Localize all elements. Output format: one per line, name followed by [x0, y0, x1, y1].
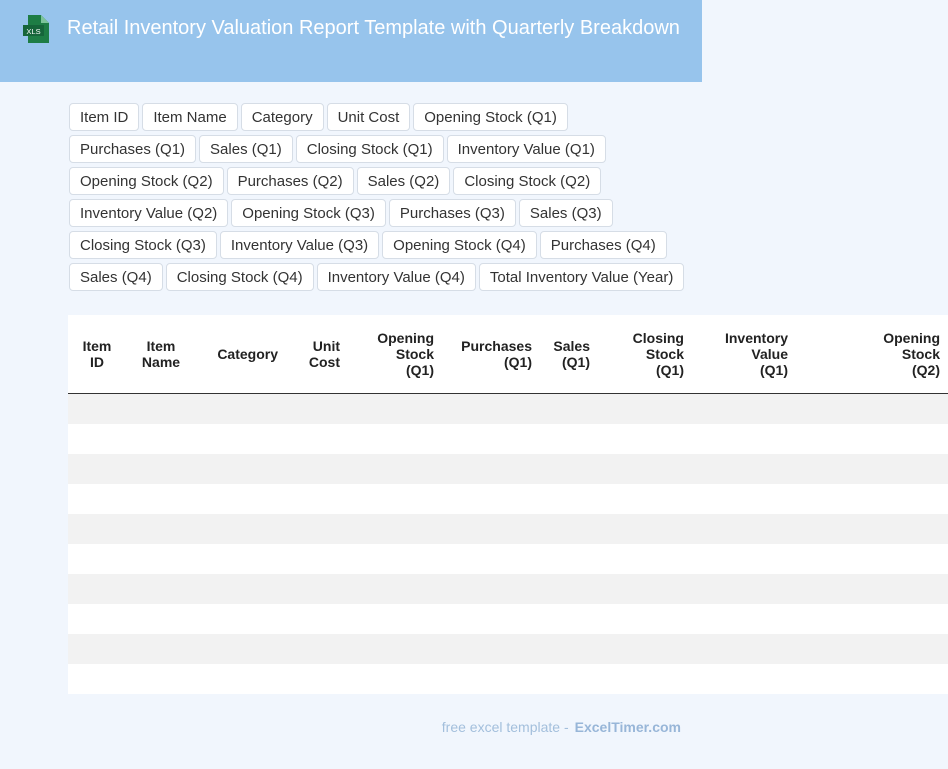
field-chip[interactable]: Opening Stock (Q3)	[231, 199, 386, 227]
column-header-line: Opening	[883, 330, 940, 346]
table-cell[interactable]	[286, 544, 348, 574]
table-cell[interactable]	[348, 514, 442, 544]
table-cell[interactable]	[196, 394, 286, 425]
table-cell[interactable]	[540, 514, 598, 544]
table-cell[interactable]	[692, 604, 796, 634]
table-cell[interactable]	[692, 634, 796, 664]
table-row	[68, 544, 948, 574]
table-cell[interactable]	[692, 664, 796, 694]
column-header-line: Category	[217, 346, 278, 362]
table-cell[interactable]	[796, 484, 948, 514]
column-header-line: Closing	[632, 330, 684, 346]
table-cell[interactable]	[348, 634, 442, 664]
table-cell[interactable]	[796, 424, 948, 454]
table-cell[interactable]	[68, 604, 130, 634]
table-cell[interactable]	[196, 484, 286, 514]
table-cell[interactable]	[540, 484, 598, 514]
column-header-line: Value	[751, 346, 788, 362]
column-header	[598, 315, 692, 394]
table-row	[68, 574, 948, 604]
table-cell[interactable]	[348, 454, 442, 484]
field-chip[interactable]: Total Inventory Value (Year)	[479, 263, 684, 291]
table-cell[interactable]	[286, 514, 348, 544]
table-cell[interactable]	[442, 514, 540, 544]
column-header-line: (Q1)	[760, 362, 788, 378]
table-cell[interactable]	[348, 664, 442, 694]
table-cell[interactable]	[796, 634, 948, 664]
column-header-line: Inventory	[724, 330, 788, 346]
table-cell[interactable]	[442, 484, 540, 514]
table-cell[interactable]	[796, 454, 948, 484]
column-header	[130, 315, 196, 394]
table-cell[interactable]	[68, 664, 130, 694]
table-cell[interactable]	[540, 544, 598, 574]
table-cell[interactable]	[540, 454, 598, 484]
table-cell[interactable]	[598, 394, 692, 425]
table-cell[interactable]	[286, 454, 348, 484]
column-header	[692, 315, 796, 394]
table-cell[interactable]	[598, 484, 692, 514]
column-header	[348, 315, 442, 394]
table-cell[interactable]	[286, 484, 348, 514]
table-cell[interactable]	[692, 484, 796, 514]
table-cell[interactable]	[196, 604, 286, 634]
table-row	[68, 634, 948, 664]
inventory-table	[68, 315, 948, 694]
column-header-line: (Q1)	[562, 354, 590, 370]
table-cell[interactable]	[348, 394, 442, 425]
table-cell[interactable]	[796, 544, 948, 574]
table-cell[interactable]	[442, 544, 540, 574]
field-chip[interactable]: Item ID	[69, 103, 139, 131]
column-header	[540, 315, 598, 394]
table-cell[interactable]	[540, 574, 598, 604]
table-cell[interactable]	[348, 424, 442, 454]
field-chip[interactable]: Category	[241, 103, 324, 131]
table-cell[interactable]	[130, 514, 196, 544]
page-title: Retail Inventory Valuation Report Template with Quarterly Breakdown	[67, 17, 680, 39]
table-row	[68, 484, 948, 514]
field-chip[interactable]: Sales (Q4)	[69, 263, 163, 291]
table-cell[interactable]	[286, 424, 348, 454]
table-cell[interactable]	[540, 634, 598, 664]
table-cell[interactable]	[442, 424, 540, 454]
column-header-line: Sales	[553, 338, 590, 354]
column-header-line: (Q1)	[656, 362, 684, 378]
table-cell[interactable]	[598, 544, 692, 574]
table-cell[interactable]	[196, 574, 286, 604]
column-header-line: Stock	[901, 346, 940, 362]
column-header-line: ID	[90, 354, 104, 370]
table-cell[interactable]	[348, 574, 442, 604]
table-cell[interactable]	[692, 424, 796, 454]
field-chip[interactable]: Inventory Value (Q4)	[317, 263, 476, 291]
table-cell[interactable]	[286, 574, 348, 604]
table-cell[interactable]	[68, 484, 130, 514]
table-cell[interactable]	[68, 454, 130, 484]
table-row	[68, 664, 948, 694]
field-chip[interactable]: Closing Stock (Q4)	[166, 263, 314, 291]
table-cell[interactable]	[286, 664, 348, 694]
field-chip[interactable]: Closing Stock (Q2)	[453, 167, 601, 195]
table-cell[interactable]	[692, 544, 796, 574]
table-row	[68, 394, 948, 425]
column-header-line: Opening	[377, 330, 434, 346]
table-cell[interactable]	[130, 454, 196, 484]
field-chip[interactable]: Inventory Value (Q3)	[220, 231, 379, 259]
table-cell[interactable]	[540, 664, 598, 694]
table-cell[interactable]	[196, 544, 286, 574]
table-row	[68, 454, 948, 484]
table-cell[interactable]	[130, 664, 196, 694]
table-cell[interactable]	[692, 514, 796, 544]
table-cell[interactable]	[130, 484, 196, 514]
table-cell[interactable]	[442, 604, 540, 634]
table-cell[interactable]	[540, 394, 598, 425]
table-row	[68, 604, 948, 634]
field-chip[interactable]: Purchases (Q1)	[69, 135, 196, 163]
field-chip[interactable]: Purchases (Q4)	[540, 231, 667, 259]
table-cell[interactable]	[130, 574, 196, 604]
table-cell[interactable]	[442, 574, 540, 604]
column-header-line: Stock	[395, 346, 434, 362]
table-cell[interactable]	[442, 394, 540, 425]
table-cell[interactable]	[196, 454, 286, 484]
footer	[0, 719, 681, 735]
field-chip[interactable]: Sales (Q3)	[519, 199, 613, 227]
column-header-line: (Q1)	[504, 354, 532, 370]
table-cell[interactable]	[130, 634, 196, 664]
table-cell[interactable]	[692, 454, 796, 484]
table-cell[interactable]	[692, 394, 796, 425]
table-cell[interactable]	[286, 604, 348, 634]
table-cell[interactable]	[130, 544, 196, 574]
field-chip[interactable]: Unit Cost	[327, 103, 411, 131]
field-chip[interactable]: Sales (Q1)	[199, 135, 293, 163]
table-cell[interactable]	[348, 544, 442, 574]
table-cell[interactable]	[286, 634, 348, 664]
table-cell[interactable]	[196, 514, 286, 544]
table-cell[interactable]	[130, 394, 196, 425]
column-header-line: (Q1)	[406, 362, 434, 378]
table-body	[68, 394, 948, 695]
xls-icon-text: XLS	[26, 26, 41, 36]
table-cell[interactable]	[130, 604, 196, 634]
table-cell[interactable]	[598, 424, 692, 454]
table-cell[interactable]	[196, 634, 286, 664]
table-cell[interactable]	[196, 664, 286, 694]
table-cell[interactable]	[68, 514, 130, 544]
column-header	[442, 315, 540, 394]
table-cell[interactable]	[598, 664, 692, 694]
table-cell[interactable]	[442, 454, 540, 484]
header-banner	[0, 0, 702, 82]
table-cell[interactable]	[68, 394, 130, 425]
table-cell[interactable]	[68, 634, 130, 664]
column-header	[796, 315, 948, 394]
table-cell[interactable]	[796, 604, 948, 634]
column-header-line: (Q2)	[912, 362, 940, 378]
table-cell[interactable]	[348, 604, 442, 634]
table-cell[interactable]	[68, 544, 130, 574]
column-header-line: Item	[82, 338, 112, 354]
table-cell[interactable]	[598, 604, 692, 634]
table-cell[interactable]	[286, 394, 348, 425]
table-cell[interactable]	[796, 514, 948, 544]
footer-brand-link[interactable]: ExcelTimer.com	[574, 719, 681, 735]
field-chip[interactable]: Opening Stock (Q1)	[413, 103, 568, 131]
table-cell[interactable]	[540, 604, 598, 634]
table-cell[interactable]	[348, 484, 442, 514]
table-cell[interactable]	[598, 454, 692, 484]
table-cell[interactable]	[796, 574, 948, 604]
table-header-row	[68, 315, 948, 394]
field-chip[interactable]: Sales (Q2)	[357, 167, 451, 195]
field-chip-list	[69, 103, 689, 291]
column-header-line: Stock	[645, 346, 684, 362]
field-chip[interactable]: Purchases (Q2)	[227, 167, 354, 195]
column-header-line: Purchases	[461, 338, 532, 354]
table-cell[interactable]	[540, 424, 598, 454]
column-header	[286, 315, 348, 394]
field-chip[interactable]: Closing Stock (Q1)	[296, 135, 444, 163]
field-chip[interactable]: Opening Stock (Q2)	[69, 167, 224, 195]
table-cell[interactable]	[692, 574, 796, 604]
table-row	[68, 424, 948, 454]
data-table-container	[68, 315, 940, 694]
table-cell[interactable]	[442, 634, 540, 664]
table-cell[interactable]	[130, 424, 196, 454]
table-cell[interactable]	[68, 574, 130, 604]
table-cell[interactable]	[68, 424, 130, 454]
footer-text: free excel template -	[441, 719, 569, 735]
field-chip[interactable]: Inventory Value (Q2)	[69, 199, 228, 227]
column-header	[196, 315, 286, 394]
table-cell[interactable]	[598, 634, 692, 664]
column-header-line: Cost	[308, 354, 340, 370]
column-header	[68, 315, 130, 394]
table-cell[interactable]	[796, 664, 948, 694]
table-cell[interactable]	[598, 514, 692, 544]
table-cell[interactable]	[442, 664, 540, 694]
column-header-line: Item	[146, 338, 176, 354]
table-cell[interactable]	[796, 394, 948, 425]
table-row	[68, 514, 948, 544]
column-header-line: Unit	[312, 338, 340, 354]
table-cell[interactable]	[598, 574, 692, 604]
field-chip[interactable]: Inventory Value (Q1)	[447, 135, 606, 163]
field-chip[interactable]: Purchases (Q3)	[389, 199, 516, 227]
field-chip[interactable]: Item Name	[142, 103, 237, 131]
field-chip[interactable]: Opening Stock (Q4)	[382, 231, 537, 259]
column-header-line: Name	[141, 354, 181, 370]
field-chip[interactable]: Closing Stock (Q3)	[69, 231, 217, 259]
table-cell[interactable]	[196, 424, 286, 454]
